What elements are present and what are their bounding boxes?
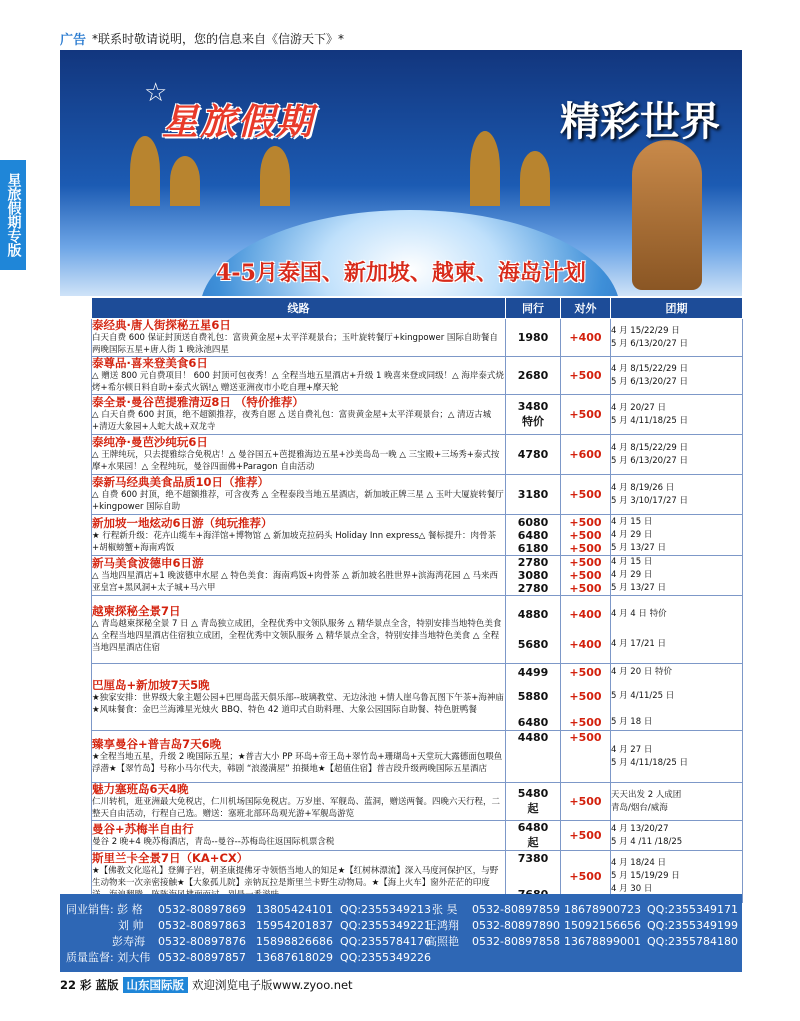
table-row bbox=[92, 319, 743, 357]
public-price bbox=[561, 664, 611, 731]
date-line: 4 月 8/19/26 日 bbox=[611, 482, 675, 493]
contact-qq: QQ:2355349199 bbox=[647, 919, 739, 932]
temple-image bbox=[130, 136, 160, 206]
price-line: +500 bbox=[569, 541, 602, 555]
star-icon: ☆ bbox=[144, 78, 168, 108]
contact-mobile: 15092156656 bbox=[564, 919, 641, 932]
price-note: 特价 bbox=[522, 415, 544, 428]
date-line: 5 月 3/10/17/27 日 bbox=[611, 495, 688, 506]
price-line: +500 bbox=[569, 689, 602, 703]
edition-badge: 山东国际版 bbox=[123, 977, 189, 993]
side-tab-label: 星旅假期专版 bbox=[5, 173, 22, 257]
route-title: 泰新马经典美食品质10日（推荐） bbox=[92, 475, 270, 489]
route-desc: 仁川转机，逛亚洲最大免税店，仁川机场国际免税店。万岁崖、军舰岛、蓝洞，赠送两餐。四晚六天行程，二整天自由活动，行程自己选。赠送：塞班北部环岛观光游+军舰岛游览 bbox=[92, 797, 501, 819]
contact-phone: 0532-80897858 bbox=[472, 935, 560, 948]
price-line: 4880 bbox=[517, 608, 549, 621]
departure-dates bbox=[611, 664, 743, 731]
route-desc: △ 当地四星酒店+1 晚波德申水屋 △ 特色美食：海南鸡饭+肉骨茶 △ 新加坡名胜世界+滨海湾花园 △ 马来西亚皇宫+黑风洞+太子城+马六甲 bbox=[92, 571, 499, 593]
route-title: 泰纯净·曼芭沙纯玩6日 bbox=[92, 435, 208, 449]
contact-phone: 0532-80897876 bbox=[158, 935, 246, 948]
temple-image bbox=[520, 151, 550, 206]
departure-dates bbox=[611, 596, 743, 664]
price-line: 4499 bbox=[517, 665, 549, 679]
route-desc: △ 王牌纯玩，只去提雅综合免税店！△ 曼谷国五+芭提雅海边五星+沙美岛岛一晚 △ 三宝殿+三场秀+泰式按摩+水果园！△ 全程纯玩，曼谷四面佛+Paragon 自由活动 bbox=[92, 450, 500, 472]
route-desc: 曼谷 2 晚+4 晚苏梅酒店，青岛--曼谷--苏梅岛往返国际机票含税 bbox=[92, 837, 335, 847]
public-price: +500 bbox=[561, 395, 611, 435]
route-title: 泰尊品·喜来登美食6日 bbox=[92, 356, 208, 370]
contact-qq: QQ:2355349226 bbox=[340, 951, 432, 964]
departure-dates bbox=[611, 357, 743, 395]
departure-dates bbox=[611, 731, 743, 783]
price-line: +500 bbox=[569, 715, 602, 729]
route-title: 新马美食波德申6日游 bbox=[92, 556, 204, 570]
price-line: 5880 bbox=[517, 689, 549, 703]
price-line: 3480 bbox=[517, 400, 549, 413]
contact-phone: 0532-80897869 bbox=[158, 903, 246, 916]
banner-title: 精彩世界 bbox=[560, 98, 720, 145]
route-desc: ★独家安排：世界级大象主题公园+巴厘岛蓝天俱乐部--玻璃教堂、无边泳池 +情人崖乌鲁瓦图下午茶+海神庙 ★风味餐食：金巴兰海滩星光烛火 BBQ、特色 42 道印式自助料理、大象公园国际自助餐、特色脏鸭餐 bbox=[92, 692, 504, 715]
route-title: 泰全景·曼谷芭提雅清迈8日 （特价推荐） bbox=[92, 395, 304, 409]
table-row bbox=[92, 664, 743, 731]
contact-name: 高照艳 bbox=[426, 935, 459, 948]
contact-qq: QQ:2355349171 bbox=[647, 903, 739, 916]
price-note: 起 bbox=[527, 802, 539, 815]
departure-dates bbox=[611, 435, 743, 475]
date-line: 4 月 20/27 日 bbox=[611, 402, 667, 413]
trade-price: 4480 bbox=[506, 731, 561, 783]
route-title: 越柬探秘全景7日 bbox=[92, 604, 181, 618]
header-public-price: 对外 bbox=[561, 298, 611, 319]
page-footer bbox=[60, 976, 353, 994]
route-cell bbox=[92, 664, 506, 731]
price-line: 5680 bbox=[517, 638, 549, 651]
contact-panel bbox=[60, 894, 742, 972]
public-price: +500 bbox=[561, 475, 611, 515]
public-price bbox=[561, 556, 611, 596]
price-line: +500 bbox=[569, 582, 602, 595]
temple-image bbox=[170, 156, 200, 206]
route-title: 新加坡一地炫动6日游（纯玩推荐） bbox=[92, 515, 273, 530]
table-row bbox=[92, 395, 743, 435]
departure-dates bbox=[611, 556, 743, 596]
date-line: 4 月 8/15/22/29 日 bbox=[611, 442, 688, 453]
price-line: +400 bbox=[569, 638, 602, 651]
route-desc: 白天自费 600 保证封顶送自费礼包：富贵黄金屋+太平洋观景台；玉叶旋转餐厅+kingpower 国际自助餐自两晚国际五星+唐人街 1 晚泳池四星 bbox=[92, 333, 498, 355]
table-row bbox=[92, 783, 743, 821]
public-price: +500 bbox=[561, 783, 611, 821]
trade-price bbox=[506, 556, 561, 596]
date-line: 5 月 6/13/20/27 日 bbox=[611, 338, 688, 349]
date-line: 4 月 29 日 bbox=[611, 570, 653, 580]
table-row bbox=[92, 731, 743, 783]
header-departure: 团期 bbox=[611, 298, 743, 319]
route-cell bbox=[92, 357, 506, 395]
route-title: 巴厘岛+新加坡7天5晚 bbox=[92, 677, 210, 692]
date-line: 5 月 18 日 bbox=[611, 716, 653, 727]
page-number: 22 彩 bbox=[60, 978, 92, 992]
price-line: 3080 bbox=[517, 569, 549, 582]
table-header bbox=[92, 298, 743, 319]
ad-notice-bar bbox=[60, 28, 344, 48]
price-line: 5480 bbox=[517, 787, 549, 800]
date-line: 5 月 4/11/25 日 bbox=[611, 690, 675, 701]
date-line: 4 月 20 日 特价 bbox=[611, 666, 673, 677]
price-line: 2780 bbox=[517, 582, 549, 595]
contact-phone: 0532-80897863 bbox=[158, 919, 246, 932]
route-cell bbox=[92, 731, 506, 783]
contact-label: 质量监督: 刘大伟 bbox=[66, 951, 151, 964]
price-line: 6080 bbox=[517, 515, 549, 529]
section-label: 蓝版 bbox=[95, 978, 119, 992]
route-desc: ★ 行程新升级：花卉山缆车+海洋馆+博物馆 △ 新加坡克拉码头 Holiday Inn express△ 餐标提升：肉骨茶+胡椒螃蟹+海南鸡饭 bbox=[92, 530, 496, 553]
route-cell bbox=[92, 435, 506, 475]
date-line: 4 月 15/22/29 日 bbox=[611, 325, 680, 336]
date-line: 5 月 4/11/18/25 日 bbox=[611, 415, 688, 426]
price-line: 2780 bbox=[517, 556, 549, 569]
tour-table bbox=[91, 297, 743, 903]
table-row bbox=[92, 475, 743, 515]
route-desc: △ 赠送 800 元自费项目！ 600 封顶可包夜秀！△ 全程当地五星酒店+升级 1 晚喜来登或同级！△ 海岸泰式烧烤+希尔顿日料自助+泰式火锅!△ 赠送亚洲夜市小吃自理+摩天轮 bbox=[92, 371, 504, 393]
contact-mobile: 15954201837 bbox=[256, 919, 333, 932]
route-desc: ★【佛教文化巡礼】登狮子岩，朝圣康提佛牙寺领悟当地人的知足★【红树林漂流】深入马度河保护区，与野生动物来一次亲密接触★【大象孤儿院】亲钠瓦拉是斯里兰卡野生动物局。★【海上火车】窗外茫茫的印度 bbox=[92, 866, 499, 888]
route-title: 曼谷+苏梅半自由行 bbox=[92, 822, 194, 836]
date-line: 4 月 18/24 日 bbox=[611, 858, 667, 868]
date-line: 4 月 17/21 日 bbox=[611, 639, 667, 649]
footer-slogan: 欢迎浏览电子版www.zyoo.net bbox=[192, 978, 353, 992]
price-line: 6480 bbox=[517, 715, 549, 729]
table-row bbox=[92, 515, 743, 556]
table-row bbox=[92, 596, 743, 664]
temple-image bbox=[470, 131, 500, 206]
date-line: 4 月 29 日 bbox=[611, 529, 653, 540]
departure-dates bbox=[611, 821, 743, 851]
header-route: 线路 bbox=[92, 298, 506, 319]
route-title: 臻享曼谷+普吉岛7天6晚 bbox=[92, 737, 222, 751]
public-price: +500 bbox=[561, 851, 611, 903]
date-line: 5 月 4 /11 /18/25 bbox=[611, 836, 683, 847]
departure-dates bbox=[611, 319, 743, 357]
table-row bbox=[92, 556, 743, 596]
temple-image bbox=[260, 146, 290, 206]
trade-price: 2680 bbox=[506, 357, 561, 395]
route-title: 魅力塞班岛6天4晚 bbox=[92, 782, 189, 796]
route-desc: △ 白天自费 600 封顶，绝不超额推荐，夜秀自愿 △ 送自费礼包：富贵黄金屋+太平洋观景台；△ 清迈古城+清迈大象园+人蛇大战+双龙寺 bbox=[92, 410, 492, 432]
contact-qq: QQ:2355349221 bbox=[340, 919, 432, 932]
banner bbox=[60, 50, 742, 296]
public-price: +600 bbox=[561, 435, 611, 475]
date-line: 4 月 8/15/22/29 日 bbox=[611, 363, 688, 374]
contact-qq: QQ:2355784176 bbox=[340, 935, 432, 948]
price-line: 6480 bbox=[517, 821, 549, 834]
table-row bbox=[92, 357, 743, 395]
contact-label: 同业销售: 彭 格 bbox=[66, 903, 143, 916]
trade-price bbox=[506, 395, 561, 435]
price-line: 6480 bbox=[517, 528, 549, 542]
ad-tag: 广告 bbox=[60, 32, 87, 48]
contact-mobile: 18678900723 bbox=[564, 903, 641, 916]
departure-dates bbox=[611, 395, 743, 435]
route-desc: △ 自费 600 封顶，绝不超额推荐，可含夜秀 △ 全程泰段当地五星酒店，新加坡正牌三星 △ 玉叶大厦旋转餐厅+kingpower 国际自助 bbox=[92, 490, 504, 512]
contact-mobile: 13678899001 bbox=[564, 935, 641, 948]
contact-qq: QQ:2355784180 bbox=[647, 935, 739, 948]
public-price: +500 bbox=[561, 731, 611, 783]
price-line: +500 bbox=[569, 569, 602, 582]
side-section-tab bbox=[0, 160, 26, 270]
public-price: +400 bbox=[561, 319, 611, 357]
price-line: 7380 bbox=[517, 852, 549, 865]
route-cell bbox=[92, 821, 506, 851]
price-line: 6180 bbox=[517, 541, 549, 555]
price-line: +500 bbox=[569, 528, 602, 542]
public-price bbox=[561, 596, 611, 664]
date-line: 5 月 13/27 日 bbox=[611, 542, 667, 553]
route-title: 斯里兰卡全景7日（KA+CX） bbox=[92, 851, 249, 865]
route-desc: △ 青岛越柬探秘全景 7 日 △ 青岛独立成团，全程优秀中文领队服务 △ 精华景点全含，特别安排当地特色美食 △ 全程当地四星酒店住宿独立成团，全程优秀中文领队服务 △ 精华景点全含，特别安排当地特色美食 △ 全程当地四星酒店住宿 bbox=[92, 619, 502, 653]
price-note: 起 bbox=[527, 836, 539, 849]
route-cell bbox=[92, 556, 506, 596]
date-line: 4 月 27 日 bbox=[611, 744, 653, 755]
route-cell bbox=[92, 596, 506, 664]
date-line: 天天出发 2 人成团 bbox=[611, 789, 682, 800]
contact-phone: 0532-80897859 bbox=[472, 903, 560, 916]
date-line: 青岛/烟台/威海 bbox=[611, 802, 668, 813]
trade-price bbox=[506, 515, 561, 556]
public-price: +500 bbox=[561, 357, 611, 395]
route-cell bbox=[92, 783, 506, 821]
contact-phone: 0532-80897857 bbox=[158, 951, 246, 964]
public-price bbox=[561, 515, 611, 556]
trade-price bbox=[506, 664, 561, 731]
route-cell bbox=[92, 319, 506, 357]
trade-price: 3180 bbox=[506, 475, 561, 515]
contact-mobile: 13687618029 bbox=[256, 951, 333, 964]
contact-phone: 0532-80897890 bbox=[472, 919, 560, 932]
public-price: +500 bbox=[561, 821, 611, 851]
contact-name: 王鸿翔 bbox=[426, 919, 459, 932]
contact-name: 张 昊 bbox=[432, 903, 458, 916]
date-line: 4 月 13/20/27 bbox=[611, 823, 669, 834]
price-line: +400 bbox=[569, 608, 602, 621]
contact-qq: QQ:2355349213 bbox=[340, 903, 432, 916]
date-line: 5 月 6/13/20/27 日 bbox=[611, 376, 688, 387]
contact-mobile: 13805424101 bbox=[256, 903, 333, 916]
date-line: 5 月 6/13/20/27 日 bbox=[611, 455, 688, 466]
date-line: 4 月 30 日 bbox=[611, 884, 653, 894]
ad-notice: *联系时敬请说明，您的信息来自《信游天下》* bbox=[92, 31, 345, 46]
contact-label: 彭寿海 bbox=[112, 935, 145, 948]
price-line: +500 bbox=[569, 515, 602, 529]
route-cell bbox=[92, 515, 506, 556]
trade-price bbox=[506, 821, 561, 851]
date-line: 5 月 15/19/29 日 bbox=[611, 871, 680, 881]
table-row bbox=[92, 435, 743, 475]
trade-price: 1980 bbox=[506, 319, 561, 357]
trade-price: 4780 bbox=[506, 435, 561, 475]
route-title: 泰经典·唐人街探秘五星6日 bbox=[92, 318, 231, 332]
date-line: 4 月 4 日 特价 bbox=[611, 609, 667, 619]
date-line: 5 月 13/27 日 bbox=[611, 583, 667, 593]
departure-dates bbox=[611, 475, 743, 515]
banner-headline: 4-5月泰国、新加坡、越柬、海岛计划 bbox=[216, 260, 586, 286]
route-desc: ★全程当地五星，升级 2 晚国际五星；★普吉大小 PP 环岛+帝王岛+翠竹岛+珊瑚岛+天堂玩大露德面包喂鱼浮潜★【翠竹岛】号称小马尔代夫，韩剧 “浪漫满屋” 拍摄地★【超值住宿】普吉段升级两晚国际五星酒店 bbox=[92, 752, 503, 774]
route-cell bbox=[92, 395, 506, 435]
date-line: 4 月 15 日 bbox=[611, 557, 653, 567]
price-line: +500 bbox=[569, 665, 602, 679]
contact-label: 刘 帅 bbox=[118, 919, 144, 932]
contact-mobile: 15898826686 bbox=[256, 935, 333, 948]
trade-price bbox=[506, 783, 561, 821]
departure-dates bbox=[611, 515, 743, 556]
price-line: +500 bbox=[569, 556, 602, 569]
table-row bbox=[92, 821, 743, 851]
route-cell bbox=[92, 475, 506, 515]
departure-dates bbox=[611, 783, 743, 821]
trade-price bbox=[506, 596, 561, 664]
brand-logo: 星旅假期 bbox=[162, 102, 315, 143]
date-line: 4 月 15 日 bbox=[611, 516, 653, 527]
date-line: 5 月 4/11/18/25 日 bbox=[611, 757, 688, 768]
header-trade-price: 同行 bbox=[506, 298, 561, 319]
